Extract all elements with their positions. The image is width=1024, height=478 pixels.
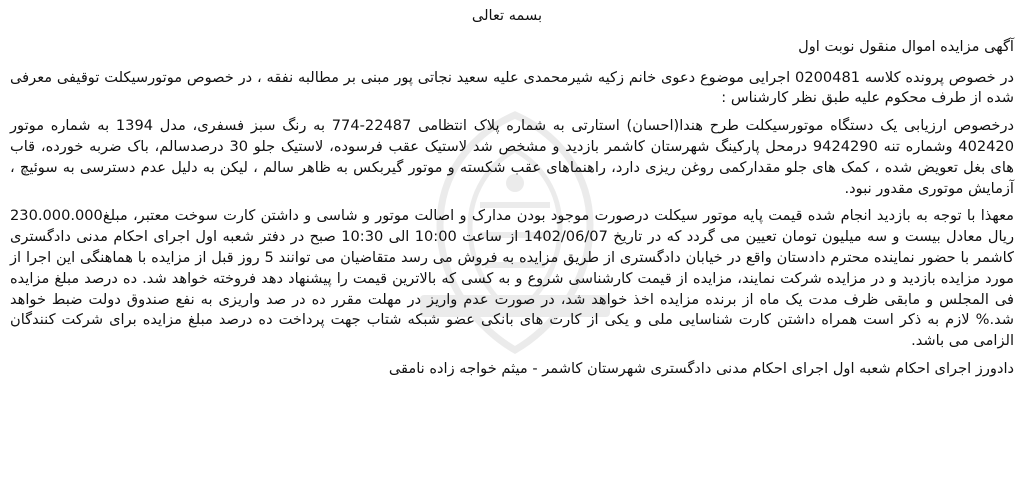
notice-paragraph-assessment: درخصوص ارزیابی یک دستگاه موتورسیکلت طرح هندا(احسان) استارتی به شماره پلاک انتظامی 22487-774 به رنگ سبز فسفری، مدل 1394 به شماره موتور 402420 وشماره تنه 9424290 درمحل پارکینگ شهرستان کاشمر بازدید و مشخص شد لاستیک عقب فرسوده، لاستیک جلو 30 درصدسالم، باک ضربه خورده، قاب های بغل تعویض شده ، کمک های جلو مقدارکمی روغن ریزی دارد، راهنماهای عقب شکسته و موتور گیربکس به ظاهر سالم ، لیکن به دلیل عدم دسترسی به سوئیچ ، آزمایش موتوری مقدور نبود. [10, 117, 1014, 197]
document-heading: بسمه تعالی [471, 7, 543, 24]
notice-paragraph-auction-terms: معهذا با توجه به بازدید انجام شده قیمت پایه موتور سیکلت درصورت موجود بودن مدارک و اصالت موتور و شاسی و داشتن کارت سوخت معتبر، مبلغ230.000.000 ریال معادل بیست و سه میلیون تومان تعیین می گردد که در تاریخ 1402/06/07 از ساعت 10:00 الی 10:30 صبح در دفتر شعبه اول اجرای احکام مدنی دادگستری کاشمر با حضور نماینده محترم دادستان واقع در خیابان دادگستری از طریق مزایده به فروش می رسد متقاضیان می توانند 5 روز قبل از مزایده با هماهنگی این اجرا از مورد مزایده بازدید و در مزایده شرکت نمایند، مزایده از قیمت کارشناسی شروع و به کسی که بالاترین قیمت را پیشنهاد دهد فروخته خواهد شد. ده درصد مبلغ مزایده فی المجلس و مابقی ظرف مدت یک ماه از برنده مزایده اخذ خواهد شد، در صورت عدم واریز در مهلت مقرر ده در صد واریزی به نفع صندوق دولت ضبط خواهد شد.% لازم به ذکر است همراه داشتن کارت شناسایی ملی و یکی از کارت های بانکی عضو شبکه شتاب جهت پرداخت ده درصد مبلغ مزایده برای شرکت کنندگان الزامی می باشد. [10, 207, 1015, 350]
auction-notice [10, 6, 1014, 380]
notice-paragraph-case: در خصوص پرونده کلاسه 0200481 اجرایی موضوع دعوی خانم زکیه شیرمحمدی علیه سعید نجاتی پور مبنی بر مطالبه نفقه ، در خصوص موتورسیکلت توقیفی معرفی شده از طرف محکوم علیه طبق نظر کارشناس : [10, 68, 1015, 107]
notice-title: آگهی مزایده اموال منقول نوبت اول [798, 37, 1014, 55]
signature-line: دادورز اجرای احکام شعبه اول اجرای احکام مدنی دادگستری شهرستان کاشمر - میثم خواجه زاده نامقی [388, 359, 1014, 377]
